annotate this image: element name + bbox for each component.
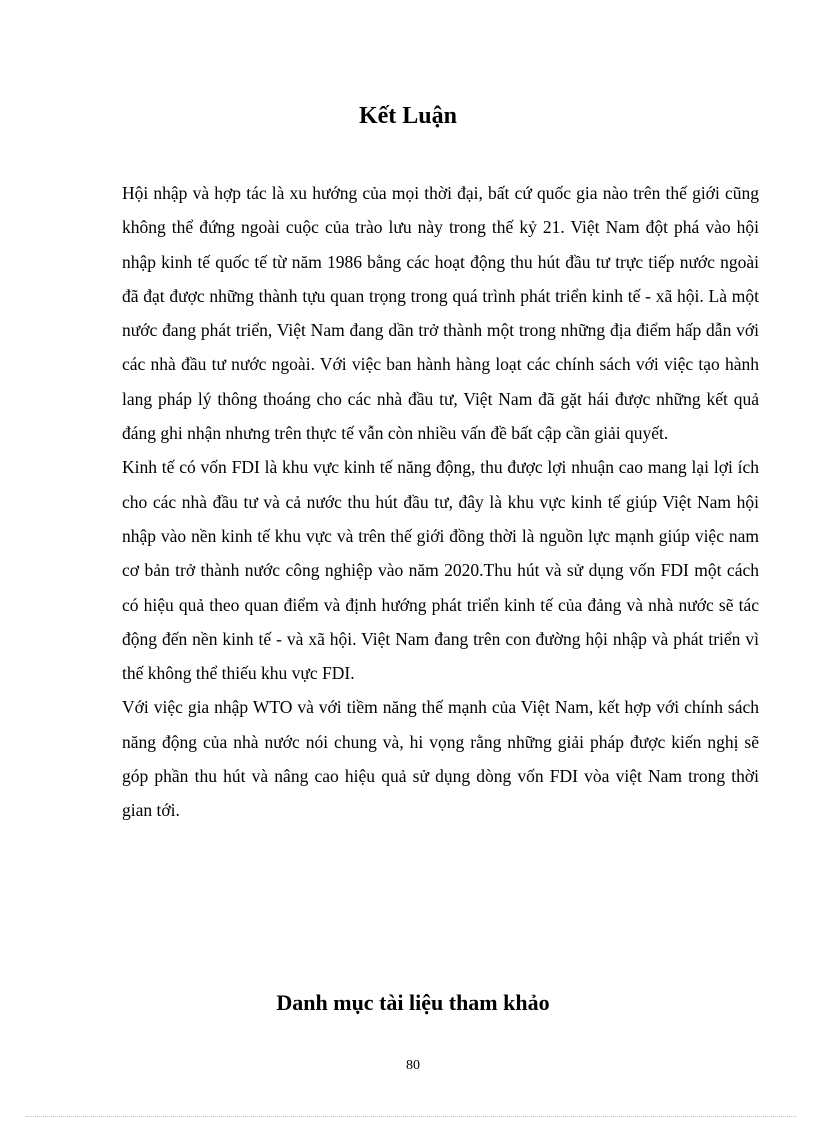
conclusion-body — [122, 176, 759, 828]
paragraph-1: Hội nhập và hợp tác là xu hướng của mọi thời đại, bất cứ quốc gia nào trên thế giới cũng không thể đứng ngoài cuộc của trào lưu này trong thế kỷ 21. Việt Nam đột phá vào hội nhập kinh tế quốc tế từ năm 1986 bằng các hoạt động thu hút đầu tư trực tiếp nước ngoài đã đạt được những thành tựu quan trọng trong quá trình phát triển kinh tế - xã hội. Là một nước đang phát triển, Việt Nam đang dần trở thành một trong những địa điểm hấp dẫn với các nhà đầu tư nước ngoài. Với việc ban hành hàng loạt các chính sách với việc tạo hành lang pháp lý thông thoáng cho các nhà đầu tư, Việt Nam đã gặt hái được những kết quả đáng ghi nhận nhưng trên thực tế vẫn còn nhiều vấn đề bất cập cần giải quyết. — [122, 183, 759, 444]
references-section-title: Danh mục tài liệu tham khảo — [276, 990, 550, 1015]
paragraph-2: Kinh tế có vốn FDI là khu vực kinh tế năng động, thu được lợi nhuận cao mang lại lợi ích cho các nhà đầu tư và cả nước thu hút đầu tư, đây là khu vực kinh tế giúp Việt Nam hội nhập vào nền kinh tế khu vực và trên thế giới đồng thời là nguồn lực mạnh giúp việc nam cơ bản trở thành nước công nghiệp vào năm 2020.Thu hút và sử dụng vốn FDI một cách có hiệu quả theo quan điểm và định hướng phát triển kinh tế của đảng và nhà nước sẽ tác động đến nền kinh tế - và xã hội. Việt Nam đang trên con đường hội nhập và phát triển vì thế không thể thiếu khu vực FDI. — [122, 457, 759, 684]
page-bottom-border — [26, 1116, 796, 1117]
paragraph-3: Với việc gia nhập WTO và với tiềm năng thế mạnh của Việt Nam, kết hợp với chính sách năng động của nhà nước nói chung và, hi vọng rằng những giải pháp được kiến nghị sẽ góp phần thu hút và nâng cao hiệu quả sử dụng dòng vốn FDI vòa việt Nam trong thời gian tới. — [122, 697, 759, 821]
page-title: Kết Luận — [358, 103, 457, 129]
page-number: 80 — [406, 1058, 420, 1073]
